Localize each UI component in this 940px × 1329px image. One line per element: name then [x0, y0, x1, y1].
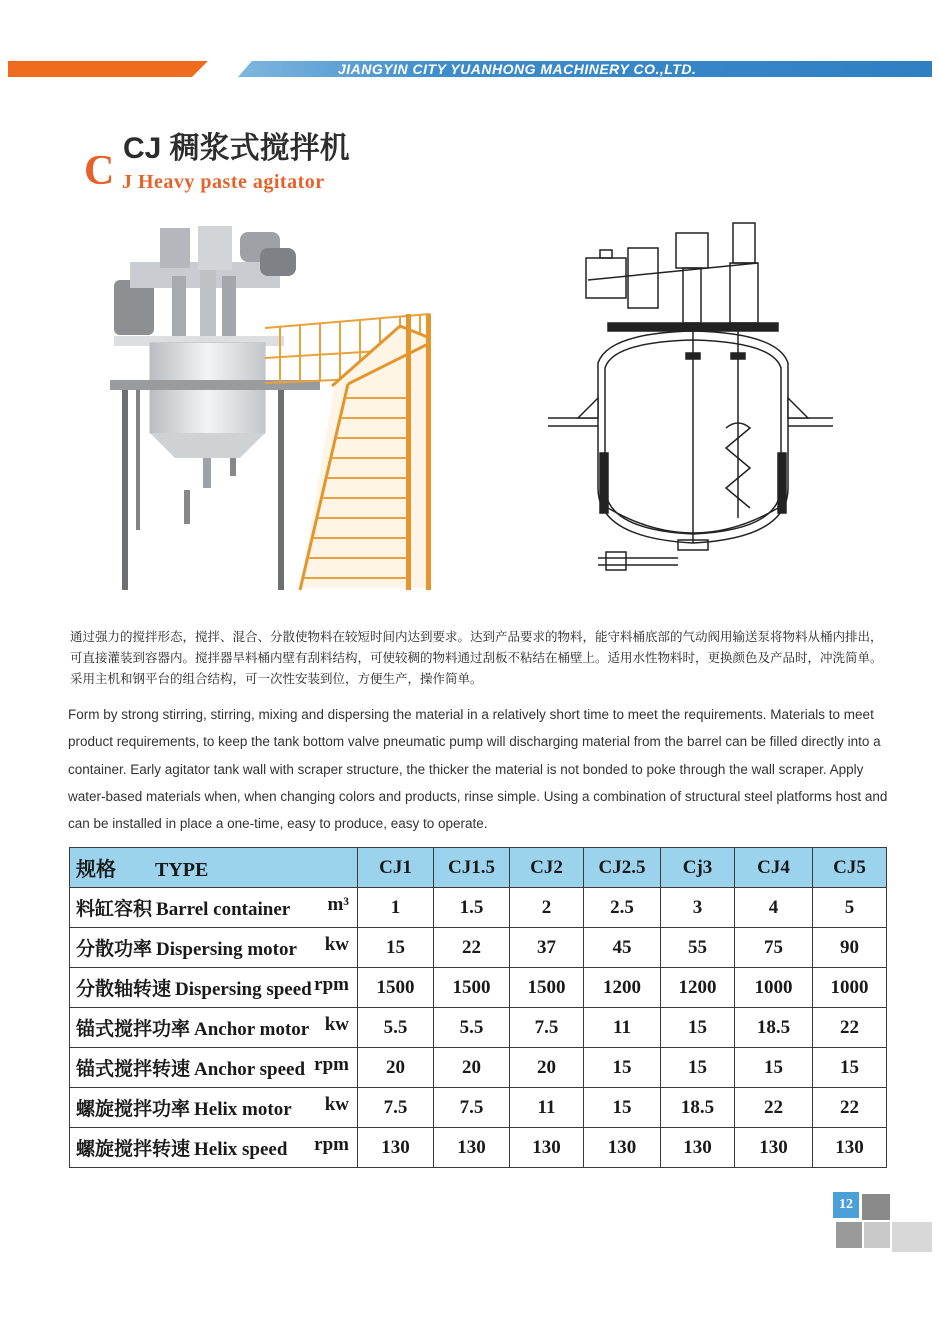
spec-unit: m³	[327, 894, 349, 915]
spec-value: 15	[358, 928, 434, 968]
spec-unit: kw	[324, 934, 349, 955]
spec-label	[70, 1008, 358, 1048]
spec-value: 130	[813, 1128, 887, 1168]
table-header-row	[70, 848, 887, 888]
spec-value: 7.5	[358, 1088, 434, 1128]
model-header: CJ1	[358, 848, 434, 888]
spec-value: 1000	[813, 968, 887, 1008]
model-header: CJ2	[510, 848, 584, 888]
spec-value: 90	[813, 928, 887, 968]
spec-label	[70, 1048, 358, 1088]
spec-value: 130	[584, 1128, 661, 1168]
type-header-en: TYPE	[155, 859, 209, 881]
spec-label	[70, 1088, 358, 1128]
spec-value: 55	[661, 928, 735, 968]
spec-value: 75	[735, 928, 813, 968]
spec-label	[70, 1128, 358, 1168]
spec-label-cn: 锚式搅拌功率	[76, 1019, 191, 1040]
spec-value: 2.5	[584, 888, 661, 928]
spec-unit: kw	[324, 1014, 349, 1035]
spec-value: 11	[510, 1088, 584, 1128]
model-header: CJ4	[735, 848, 813, 888]
spec-value: 1000	[735, 968, 813, 1008]
spec-label-en: Dispersing motor	[156, 939, 297, 960]
spec-value: 20	[434, 1048, 510, 1088]
title-initial: C	[84, 148, 115, 194]
spec-value: 4	[735, 888, 813, 928]
spec-value: 130	[735, 1128, 813, 1168]
type-header	[70, 848, 358, 888]
model-header: Cj3	[661, 848, 735, 888]
decor-square	[864, 1222, 890, 1248]
agitator-photo	[100, 218, 445, 598]
description-chinese: 通过强力的搅拌形态，搅拌、混合、分散使物料在较短时间内达到要求。达到产品要求的物料，能守料桶底部的气动阀用输送泵将物料从桶内排出，可直接灌装到容器内。搅拌器旱料桶内壁有刮料结构，可使较稠的物料通过刮板不粘结在桶壁上。适用水性物料时，更换颜色及产品时，冲洗简单。采用主机和钢平台的组合结构，可一次性安装到位，方便生产，操作简单。	[70, 629, 883, 686]
spec-value: 15	[661, 1048, 735, 1088]
spec-label-en: Anchor motor	[194, 1019, 310, 1040]
spec-value: 18.5	[735, 1008, 813, 1048]
spec-value: 130	[510, 1128, 584, 1168]
spec-label-cn: 分散轴转速	[76, 979, 172, 1000]
spec-value: 1200	[584, 968, 661, 1008]
spec-value: 5.5	[358, 1008, 434, 1048]
spec-label-cn: 料缸容积	[76, 899, 153, 920]
spec-label-en: Helix motor	[194, 1099, 292, 1120]
spec-value: 2	[510, 888, 584, 928]
spec-label-cn: 锚式搅拌转速	[76, 1059, 191, 1080]
spec-unit: kw	[324, 1094, 349, 1115]
spec-value: 22	[735, 1088, 813, 1128]
spec-label-en: Anchor speed	[194, 1059, 306, 1080]
spec-value: 45	[584, 928, 661, 968]
spec-value: 15	[735, 1048, 813, 1088]
model-header: CJ5	[813, 848, 887, 888]
spec-table	[69, 847, 887, 1168]
spec-label-en: Barrel container	[156, 899, 291, 920]
spec-value: 11	[584, 1008, 661, 1048]
spec-value: 20	[358, 1048, 434, 1088]
table-row	[70, 1008, 887, 1048]
spec-label-cn: 螺旋搅拌转速	[76, 1139, 191, 1160]
spec-value: 20	[510, 1048, 584, 1088]
spec-value: 15	[584, 1048, 661, 1088]
spec-value: 15	[584, 1088, 661, 1128]
title-chinese: CJ 稠浆式搅拌机	[123, 132, 350, 165]
spec-label	[70, 968, 358, 1008]
spec-value: 130	[661, 1128, 735, 1168]
spec-unit: rpm	[314, 1054, 349, 1075]
table-row	[70, 888, 887, 928]
spec-value: 7.5	[434, 1088, 510, 1128]
spec-value: 22	[813, 1088, 887, 1128]
spec-label	[70, 888, 358, 928]
page-number: 12	[833, 1192, 859, 1218]
type-header-cn: 规格	[76, 859, 116, 881]
header-orange-bar	[8, 61, 208, 77]
spec-value: 37	[510, 928, 584, 968]
spec-value: 15	[813, 1048, 887, 1088]
title-english: J Heavy paste agitator	[122, 171, 325, 193]
spec-label	[70, 928, 358, 968]
model-header: CJ2.5	[584, 848, 661, 888]
spec-label-cn: 分散功率	[76, 939, 153, 960]
agitator-drawing	[548, 218, 833, 573]
model-header: CJ1.5	[434, 848, 510, 888]
spec-value: 130	[434, 1128, 510, 1168]
spec-unit: rpm	[314, 1134, 349, 1155]
table-row	[70, 1088, 887, 1128]
spec-value: 5.5	[434, 1008, 510, 1048]
spec-value: 1	[358, 888, 434, 928]
table-row	[70, 1128, 887, 1168]
spec-value: 7.5	[510, 1008, 584, 1048]
spec-value: 3	[661, 888, 735, 928]
decor-square	[892, 1222, 932, 1252]
spec-value: 1500	[358, 968, 434, 1008]
spec-unit: rpm	[314, 974, 349, 995]
spec-value: 22	[813, 1008, 887, 1048]
spec-value: 22	[434, 928, 510, 968]
decor-square	[836, 1222, 862, 1248]
spec-value: 1.5	[434, 888, 510, 928]
table-row	[70, 968, 887, 1008]
spec-label-en: Dispersing speed	[175, 979, 312, 1000]
decor-square	[862, 1194, 890, 1220]
spec-value: 1500	[510, 968, 584, 1008]
spec-label-cn: 螺旋搅拌功率	[76, 1099, 191, 1120]
spec-value: 130	[358, 1128, 434, 1168]
spec-value: 5	[813, 888, 887, 928]
spec-value: 18.5	[661, 1088, 735, 1128]
spec-value: 15	[661, 1008, 735, 1048]
table-row	[70, 928, 887, 968]
spec-value: 1500	[434, 968, 510, 1008]
company-name: JIANGYIN CITY YUANHONG MACHINERY CO.,LTD.	[338, 61, 697, 77]
spec-value: 1200	[661, 968, 735, 1008]
description-english: Form by strong stirring, stirring, mixing and dispersing the material in a relatively short time to meet the requirements. Materials to meet product requirements, to keep the tank bottom valve pneumatic pump will discharging material from the barrel can be filled directly into a container. Early agitator tank wall with scraper structure, the thicker the material is not bonded to poke through the wall scraper. Apply water-based materials when, when changing colors and products, rinse simple. Using a combination of structural steel platforms host and can be installed in place a one-time, easy to produce, easy to operate.	[68, 707, 888, 832]
spec-label-en: Helix speed	[194, 1139, 288, 1160]
table-row	[70, 1048, 887, 1088]
